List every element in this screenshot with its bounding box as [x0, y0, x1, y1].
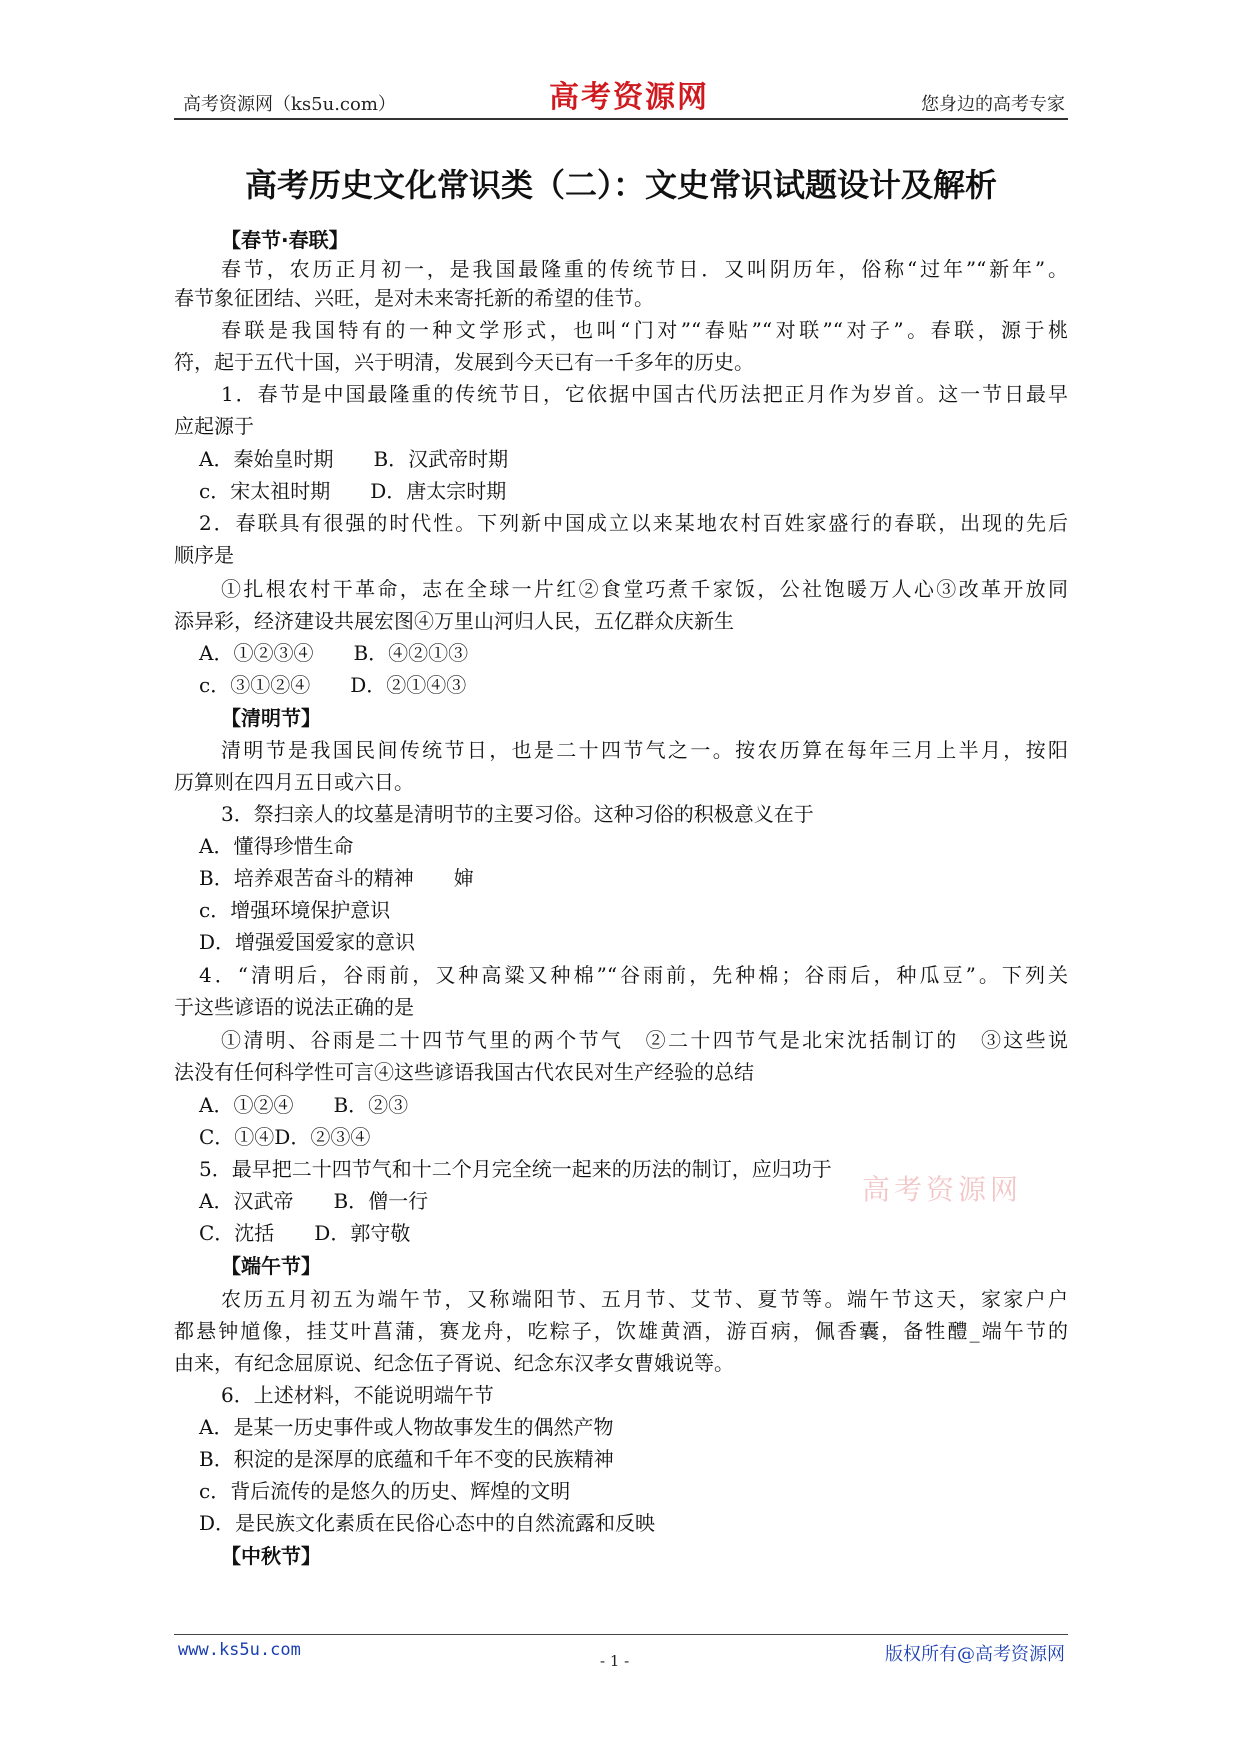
document-title: 高考历史文化常识类（二）：文史常识试题设计及解析	[244, 166, 997, 204]
question-2: 2．春联具有很强的时代性。下列新中国成立以来某地农村百姓家盛行的春联，出现的先后	[199, 511, 1068, 535]
paragraph-line: 都悬钟馗像，挂艾叶菖蒲，赛龙舟，吃粽子，饮雄黄酒，游百病，佩香囊，备牲醴_端午节的	[174, 1319, 1068, 1343]
paragraph-line: 由来，有纪念屈原说、纪念伍子胥说、纪念东汉孝女曹娥说等。	[174, 1351, 734, 1375]
question-2-material-cont: 添异彩，经济建设共展宏图④万里山河归人民，五亿群众庆新生	[174, 609, 734, 633]
section-heading-qingming: 【清明节】	[221, 706, 321, 730]
question-2-material: ①扎根农村干革命，志在全球一片红②食堂巧煮千家饭，公社饱暖万人心③改革开放同	[221, 577, 1068, 601]
question-6: 6．上述材料，不能说明端午节	[221, 1383, 494, 1407]
watermark: 高考资源网	[862, 1173, 1023, 1206]
question-2-cont: 顺序是	[174, 543, 234, 567]
question-1-options-cd: c．宋太祖时期 D．唐太宗时期	[199, 479, 507, 503]
paragraph-line: 农历五月初五为端午节，又称端阳节、五月节、艾节、夏节等。端午节这天，家家户户	[221, 1287, 1068, 1311]
question-2-options-cd: c．③①②④ D．②①④③	[199, 673, 467, 697]
question-1: 1．春节是中国最隆重的传统节日，它依据中国古代历法把正月作为岁首。这一节日最早	[221, 382, 1068, 406]
header-slogan: 您身边的高考专家	[921, 94, 1065, 115]
paragraph-line: 春节，农历正月初一，是我国最隆重的传统节日．又叫阴历年，俗称“过年”“新年”。	[221, 257, 1068, 281]
section-heading-spring-festival: 【春节·春联】	[221, 228, 349, 252]
question-4-cont: 于这些谚语的说法正确的是	[174, 995, 414, 1019]
question-3-option-c: c．增强环境保护意识	[199, 898, 391, 922]
paragraph-line: 历算则在四月五日或六日。	[174, 770, 414, 794]
question-5-options-ab: A．汉武帝 B．僧一行	[199, 1189, 429, 1213]
question-1-options-ab: A．秦始皇时期 B．汉武帝时期	[199, 447, 509, 471]
paragraph-line: 清明节是我国民间传统节日，也是二十四节气之一。按农历算在每年三月上半月，按阳	[221, 738, 1068, 762]
header-site-name: 高考资源网（ks5u.com）	[183, 94, 396, 115]
header-divider	[174, 118, 1068, 120]
question-3-option-b: B．培养艰苦奋斗的精神 婶	[199, 866, 474, 890]
question-4-options-ab: A．①②④ B．②③	[199, 1093, 409, 1117]
section-heading-mid-autumn: 【中秋节】	[221, 1544, 321, 1568]
footer-divider	[174, 1634, 1068, 1635]
paragraph-line: 春联是我国特有的一种文学形式，也叫“门对”“春贴”“对联”“对子”。春联，源于桃	[221, 318, 1068, 342]
question-3: 3．祭扫亲人的坟墓是清明节的主要习俗。这种习俗的积极意义在于	[221, 802, 814, 826]
page-number: - 1 -	[600, 1652, 630, 1670]
question-6-option-d: D．是民族文化素质在民俗心态中的自然流露和反映	[199, 1511, 656, 1535]
paragraph-line: 符，起于五代十国，兴于明清，发展到今天已有一千多年的历史。	[174, 350, 754, 374]
question-6-option-c: c．背后流传的是悠久的历史、辉煌的文明	[199, 1479, 571, 1503]
question-2-options-ab: A．①②③④ B．④②①③	[199, 641, 469, 665]
question-5: 5．最早把二十四节气和十二个月完全统一起来的历法的制订，应归功于	[199, 1157, 832, 1181]
question-6-option-b: B．积淀的是深厚的底蕴和千年不变的民族精神	[199, 1447, 614, 1471]
header-logo: 高考资源网	[549, 80, 709, 115]
question-4-material-cont: 法没有任何科学性可言④这些谚语我国古代农民对生产经验的总结	[174, 1060, 754, 1084]
footer-copyright-link[interactable]: 版权所有@高考资源网	[885, 1644, 1065, 1665]
question-4-material: ①清明、谷雨是二十四节气里的两个节气 ②二十四节气是北宋沈括制订的 ③这些说	[221, 1028, 1068, 1052]
section-heading-duanwu: 【端午节】	[221, 1254, 321, 1278]
footer-url-link[interactable]: www.ks5u.com	[178, 1640, 301, 1660]
question-1-cont: 应起源于	[174, 414, 254, 438]
question-5-options-cd: C．沈括 D．郭守敬	[199, 1221, 411, 1245]
paragraph-line: 春节象征团结、兴旺，是对未来寄托新的希望的佳节。	[174, 286, 654, 310]
question-6-option-a: A．是某一历史事件或人物故事发生的偶然产物	[199, 1415, 614, 1439]
question-3-option-a: A．懂得珍惜生命	[199, 834, 354, 858]
question-4-options-cd: C．①④D．②③④	[199, 1125, 371, 1149]
question-4: 4．“清明后，谷雨前，又种高粱又种棉”“谷雨前，先种棉；谷雨后，种瓜豆”。下列关	[199, 963, 1068, 987]
question-3-option-d: D．增强爱国爱家的意识	[199, 930, 416, 954]
